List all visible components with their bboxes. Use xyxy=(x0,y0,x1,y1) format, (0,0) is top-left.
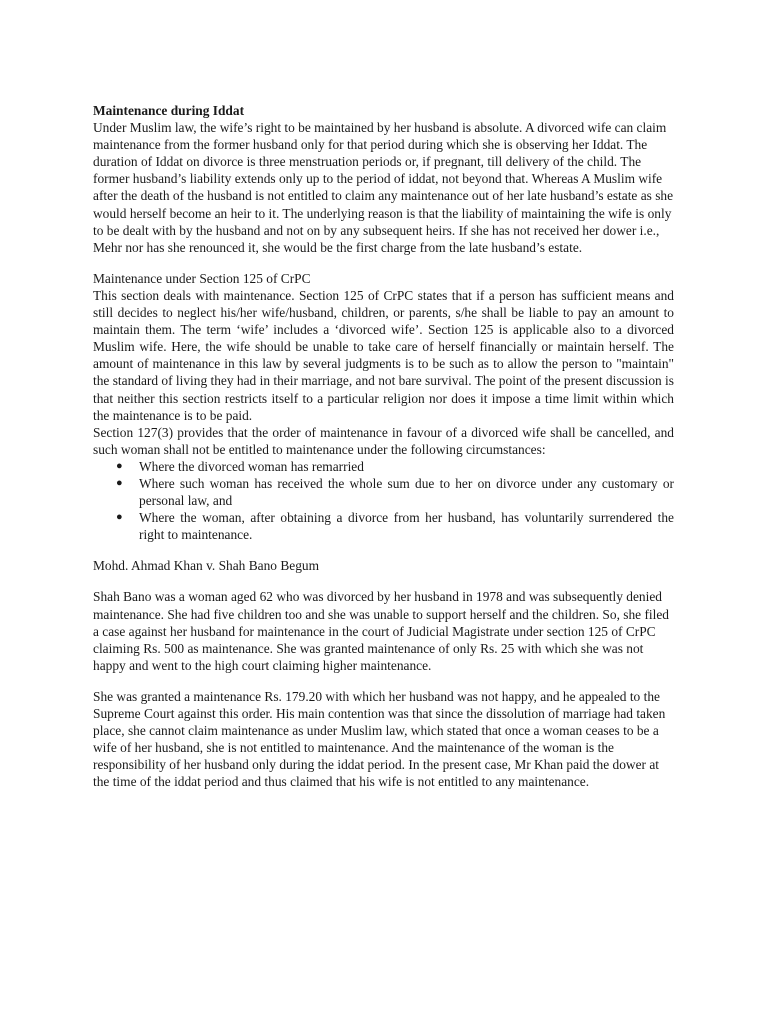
circumstances-list xyxy=(93,458,674,543)
bullet-icon: ● xyxy=(116,459,123,472)
section-heading-crpc: Maintenance under Section 125 of CrPC xyxy=(93,270,311,286)
bullet-icon: ● xyxy=(116,476,123,489)
bullet-icon: ● xyxy=(116,511,123,524)
list-item-text: Where the woman, after obtaining a divorce from her husband, has voluntarily surrendered the right to maintenance. xyxy=(139,510,674,543)
list-item xyxy=(93,509,674,543)
list-item-text: Where such woman has received the whole sum due to her on divorce under any customary or personal law, and xyxy=(139,475,674,509)
list-item xyxy=(93,475,674,509)
document-page xyxy=(93,102,674,790)
paragraph-iddat: Under Muslim law, the wife’s right to be maintained by her husband is absolute. A divorced wife can claim maintenance from the former husband only for that period during which she is observing her Iddat. The duration of Iddat on divorce is three menstruation periods or, if pregnant, till delivery of the child. The former husband’s liability extends only up to the period of iddat, not beyond that. Whereas A Muslim wife after the death of the husband is not entitled to claim any maintenance out of her late husband’s estate as she would herself become an heir to it. The underlying reason is that the liability of maintaining the wife is only to be dealt with by the husband and not on by any subsequent heirs. If she has not received her dower i.e., Mehr nor has she renounced it, she would be the first charge from the late husband’s estate. xyxy=(93,120,674,255)
section-heading-shah-bano: Mohd. Ahmad Khan v. Shah Bano Begum xyxy=(93,558,320,574)
paragraph-crpc-section-125: This section deals with maintenance. Section 125 of CrPC states that if a person has sufficient means and still decides to neglect his/her wife/husband, children, or parents, s/he shall be liable to pay an amount to maintain them. The term ‘wife’ includes a ‘divorced wife’. Section 125 is applicable also to a divorced Muslim wife. Here, the wife should be unable to take care of herself financially or maintain herself. The amount of maintenance in this law by several judgments is to be such as to allow the person to "maintain" the standard of living they had in their marriage, and not bare survival. The point of the present discussion is that neither this section restricts itself to a particular religion nor does it impose a time limit within which the maintenance is to be paid. xyxy=(93,287,674,423)
list-item-text: Where the divorced woman has remarried xyxy=(139,458,364,474)
paragraph-shah-bano-appeal: She was granted a maintenance Rs. 179.20 with which her husband was not happy, and he appealed to the Supreme Court against this order. His main contention was that since the dissolution of marriage had taken place, she cannot claim maintenance as under Muslim law, which stated that once a woman ceases to be a wife of her husband, she is not entitled to maintenance. And the maintenance of the woman is the responsibility of her husband only during the iddat period. In the present case, Mr Khan paid the dower at the time of the iddat period and thus claimed that his wife is not entitled to any maintenance. xyxy=(93,688,666,790)
list-item xyxy=(93,458,674,475)
paragraph-crpc-section-127: Section 127(3) provides that the order of maintenance in favour of a divorced wife shall be cancelled, and such woman shall not be entitled to maintenance under the following circumstances: xyxy=(93,424,674,457)
section-heading-iddat: Maintenance during Iddat xyxy=(93,103,245,118)
paragraph-shah-bano-facts: Shah Bano was a woman aged 62 who was divorced by her husband in 1978 and was subsequently denied maintenance. She had five children too and she was unable to support herself and the children. So, she filed a case against her husband for maintenance in the court of Judicial Magistrate under section 125 of CrPC claiming Rs. 500 as maintenance. She was granted maintenance of only Rs. 25 with which she was not happy and went to the high court claiming higher maintenance. xyxy=(93,589,669,673)
